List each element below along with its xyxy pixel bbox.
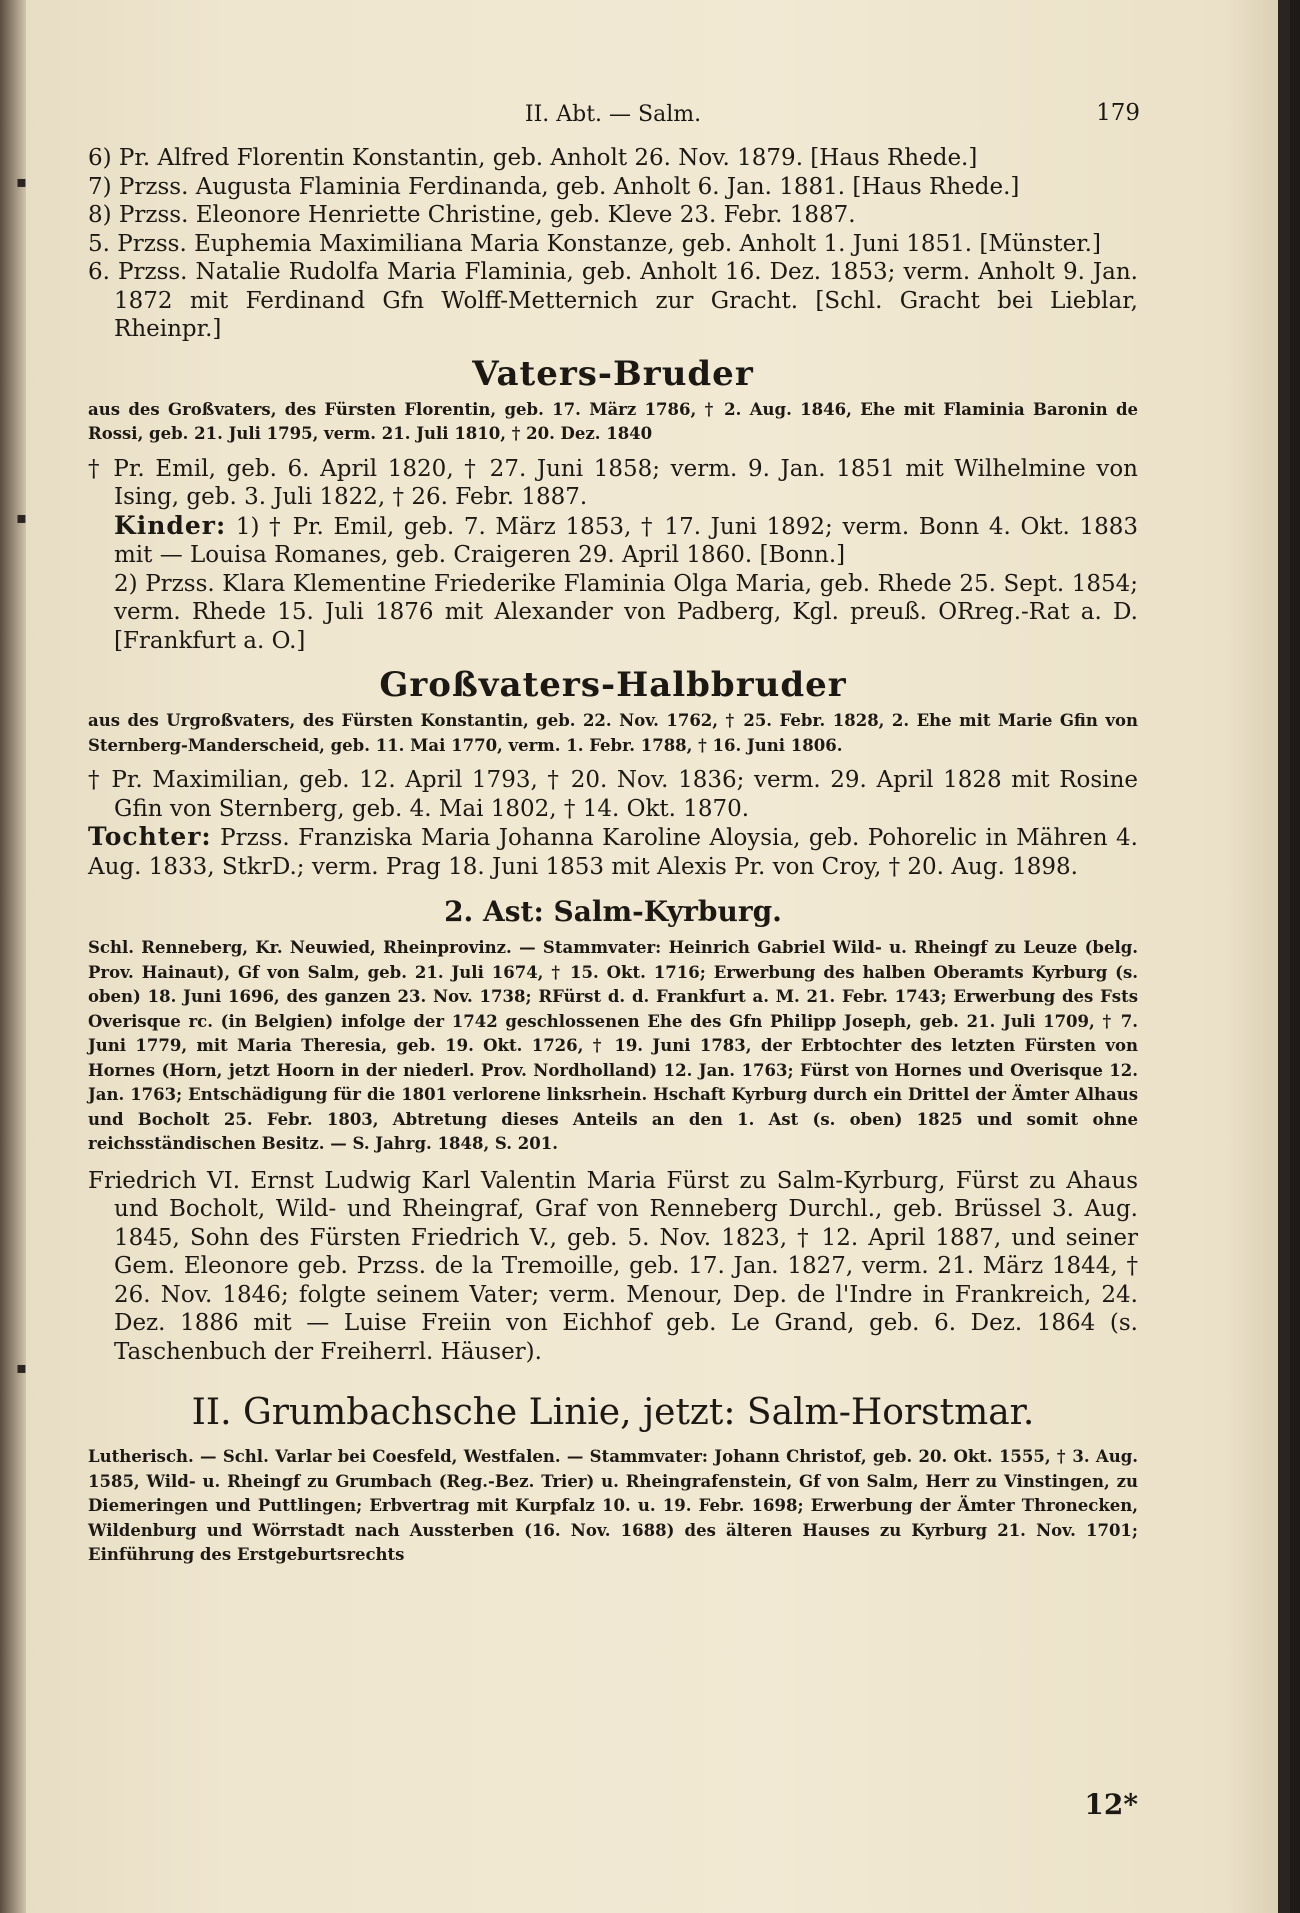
entry-eleonore: 8) Przss. Eleonore Henriette Christine, geb. Kleve 23. Febr. 1887. [88,202,856,228]
entry-euphemia: 5. Przss. Euphemia Maximiliana Maria Konstanze, geb. Anholt 1. Juni 1851. [Münster.] [88,230,1101,257]
entry-natalie: 6. Przss. Natalie Rudolfa Maria Flaminia, geb. Anholt 16. Dez. 1853; verm. Anholt 9. Jan. 1872 mit Ferdinand Gfn Wolff-Metternich zur Gracht. [Schl. Gracht bei Lieblar, Rheinpr.] [88,259,1138,342]
section-heading-grossvaters: Großvaters-Halbbruder [379,665,847,705]
header-title: II. Abt. — Salm. [524,102,702,127]
margin-mark: ▪ [16,508,27,527]
margin-mark: ▪ [16,172,27,191]
ast2-intro: Schl. Renneberg, Kr. Neuwied, Rheinprovinz. — Stammvater: Heinrich Gabriel Wild- u. Rheingf zu Leuze (belg. Prov. Hainaut), Gf von Salm, geb. 21. Juli 1674, † 15. Okt. 1716; Erwerbung des halben Oberamts Kyrburg (s. oben) 18. Juni 1696, des ganzen 23. Nov. 1738; RFürst d. d. Frankfurt a. M. 21. Febr. 1743; Erwerbung des Fsts Overisque rc. (in Belgien) infolge der 1742 geschlossenen Ehe des Gfn Philipp Joseph, geb. 21. Juli 1709, † 7. Juni 1779, mit Maria Theresia, geb. 19. Okt. 1726, † 19. Juni 1783, der Erbtochter des letzten Fürsten von Hornes (Horn, jetzt Hoorn in der niederl. Prov. Nordholland) 12. Jan. 1763; Fürst von Hornes und Overisque 12. Jan. 1763; Entschädigung für die 1801 verlorene linksrhein. Hschaft Kyrburg durch ein Drittel der Ämter Alhaus und Bocholt 25. Febr. 1803, Abtretung dieses Anteils an den 1. Ast (s. oben) 1825 und somit ohne reichsständischen Besitz. — S. Jahrg. 1848, S. 201. [88,938,1138,1153]
page-content [88,96,1140,1821]
entry-friedrich: Friedrich VI. Ernst Ludwig Karl Valentin Maria Fürst zu Salm-Kyrburg, Fürst zu Ahaus und Bocholt, Wild- und Rheingraf, Graf von Renneberg Durchl., geb. Brüssel 3. Aug. 1845, Sohn des Fürsten Friedrich V., geb. 5. Nov. 1823, † 12. April 1887, und seiner Gem. Eleonore geb. Przss. de la Tremoille, geb. 17. Jan. 1827, verm. 21. März 1844, † 26. Nov. 1846; folgte seinem Vater; verm. Menour, Dep. de l'Indre in Frankreich, 24. Dez. 1886 mit — Luise Freiin von Eichhof geb. Le Grand, geb. 6. Dez. 1864 (s. Taschenbuch der Freiherrl. Häuser). [88,1167,1138,1365]
section-heading-vaters-bruder: Vaters-Bruder [472,353,754,394]
book-spine [0,0,26,1913]
tochter-text: Przss. Franziska Maria Johanna Karoline Aloysia, geb. Pohorelic in Mähren 4. Aug. 1833, StkrD.; verm. Prag 18. Juni 1853 mit Alexis Pr. von Croy, † 20. Aug. 1898. [88,825,1138,880]
signature-mark: 12* [1084,1788,1138,1821]
linie2-intro: Lutherisch. — Schl. Varlar bei Coesfeld, Westfalen. — Stammvater: Johann Christof, geb. 20. Okt. 1555, † 3. Aug. 1585, Wild- u. Rheingf zu Grumbach (Reg.-Bez. Trier) u. Rheingrafenstein, Gf von Salm, Herr zu Vinstingen, zu Diemeringen und Puttlingen; Erbvertrag mit Kurpfalz 10. u. 19. Febr. 1698; Erwerbung der Ämter Thronecken, Wildenburg und Wörrstadt nach Aussterben (16. Nov. 1688) des älteren Hauses zu Kyrburg 21. Nov. 1701; Einführung des Erstgeburtsrechts [88,1447,1138,1564]
entry-maximilian: † Pr. Maximilian, geb. 12. April 1793, † 20. Nov. 1836; verm. 29. April 1828 mit Rosine Gfin von Sternberg, geb. 4. Mai 1802, † 14. Okt. 1870. [88,767,1138,822]
page-number: 179 [1096,100,1140,126]
page-edge [1278,0,1290,1913]
entry-augusta: 7) Przss. Augusta Flaminia Ferdinanda, geb. Anholt 6. Jan. 1881. [Haus Rhede.] [88,173,1020,200]
entry-emil: † Pr. Emil, geb. 6. April 1820, † 27. Juni 1858; verm. 9. Jan. 1851 mit Wilhelmine von Ising, geb. 3. Juli 1822, † 26. Febr. 1887. [88,455,1138,510]
kinder-label: Kinder: [114,510,227,540]
kinder-1-text: 1) † Pr. Emil, geb. 7. März 1853, † 17. Juni 1892; verm. Bonn 4. Okt. 1883 mit — Louisa Romanes, geb. Craigeren 29. April 1860. [Bonn.] [114,513,1138,568]
vaters-bruder-intro: aus des Großvaters, des Fürsten Florentin, geb. 17. März 1786, † 2. Aug. 1846, Ehe mit Flaminia Baronin de Rossi, geb. 21. Juli 1795, verm. 21. Juli 1810, † 20. Dez. 1840 [88,399,1138,443]
grossvaters-intro: aus des Urgroßvaters, des Fürsten Konstantin, geb. 22. Nov. 1762, † 25. Febr. 1828, 2. Ehe mit Marie Gfin von Sternberg-Manderscheid, geb. 11. Mai 1770, verm. 1. Febr. 1788, † 16. Juni 1806. [88,711,1138,755]
margin-mark: ▪ [16,1358,27,1377]
entry-alfred: 6) Pr. Alfred Florentin Konstantin, geb. Anholt 26. Nov. 1879. [Haus Rhede.] [88,145,978,171]
kinder-entry-1 [88,512,1138,570]
section-heading-ast2: 2. Ast: Salm-Kyrburg. [444,895,782,928]
kinder-entry-2: 2) Przss. Klara Klementine Friederike Flaminia Olga Maria, geb. Rhede 25. Sept. 1854; verm. Rhede 15. Juli 1876 mit Alexander von Padberg, Kgl. preuß. ORreg.-Rat a. D. [Frankfurt a. O.] [114,570,1138,654]
tochter-entry [88,823,1138,881]
tochter-label: Tochter: [88,822,212,851]
section-heading-linie2: II. Grumbachsche Linie, jetzt: Salm-Horstmar. [191,1392,1035,1433]
running-header [88,96,1138,136]
